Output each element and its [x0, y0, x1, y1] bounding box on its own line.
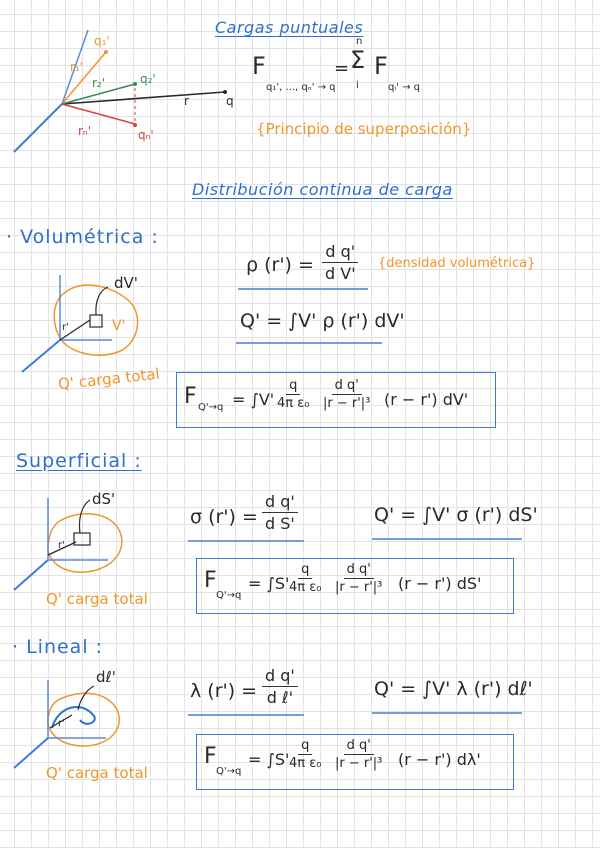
force-frac2-lin — [332, 738, 385, 771]
force-frac1-lin — [286, 738, 324, 771]
force-frac2-sup — [332, 562, 385, 595]
point-charges-diagram — [14, 30, 227, 152]
force-frac2-den-sup: |r − r'|³ — [335, 580, 383, 595]
force-frac1-vol — [274, 378, 312, 411]
force-frac2-num-vol: d q' — [332, 378, 362, 395]
charge-eq-vol: Q' = ∫V' ρ (r') dV' — [240, 310, 405, 332]
principle-note: {Principio de superposición} — [256, 120, 472, 138]
total-label-vol: Q' carga total — [57, 364, 161, 394]
underline-density-sup — [188, 540, 304, 542]
charge-eq-sup: Q' = ∫V' σ (r') dS' — [374, 504, 538, 526]
force-frac2-vol — [320, 378, 373, 411]
force-frac2-den-vol: |r − r'|³ — [323, 396, 371, 411]
density-lhs-vol: ρ (r') = — [246, 254, 314, 276]
density-frac-lin — [262, 666, 298, 707]
heading-superficial: Superficial : — [16, 450, 142, 472]
label-q1: q₁' — [94, 34, 110, 48]
underline-density-vol — [238, 288, 368, 290]
force-tail-sup: (r − r') dS' — [398, 574, 482, 593]
sum-symbol: Σ — [350, 46, 366, 74]
sum-top: n — [356, 36, 363, 47]
force-frac1-num-vol: q — [286, 378, 300, 395]
force-lhs-sup: F — [204, 568, 217, 593]
density-note-vol: {densidad volumétrica} — [378, 256, 536, 271]
force-frac1-sup — [286, 562, 324, 595]
label-dV: dV' — [114, 274, 138, 292]
force-frac1-num-lin: q — [298, 738, 312, 755]
density-den-lin: d ℓ' — [266, 688, 294, 707]
force-frac1-den-vol: 4π ε₀ — [277, 396, 310, 411]
force-lhs-sub-lin: Q'→q — [216, 766, 242, 777]
label-r2: r₂' — [92, 76, 106, 90]
force-frac2-num-lin: d q' — [344, 738, 374, 755]
label-dl: dℓ' — [96, 668, 116, 686]
formula-rhs-F: F — [374, 52, 388, 80]
force-frac1-num-sup: q — [298, 562, 312, 579]
force-tail-vol: (r − r') dV' — [384, 390, 469, 409]
underline-charge-vol — [236, 342, 382, 344]
label-dS: dS' — [92, 490, 116, 508]
charge-eq-lin: Q' = ∫V' λ (r') dℓ' — [374, 678, 533, 700]
total-label-lin: Q' carga total — [46, 764, 148, 782]
label-q2: q₂' — [140, 72, 156, 86]
superficial-diagram — [14, 498, 122, 590]
force-lhs-lin: F — [204, 744, 217, 769]
force-lhs-sub-vol: Q'→q — [198, 402, 224, 413]
force-eq-sup: = ∫S' — [248, 574, 290, 593]
label-rn: rₙ' — [78, 124, 92, 138]
force-tail-lin: (r − r') dλ' — [398, 750, 481, 769]
title-cargas-puntuales: Cargas puntuales — [215, 18, 364, 37]
force-frac1-den-lin: 4π ε₀ — [289, 756, 322, 771]
formula-rhs-sub: qᵢ' → q — [388, 82, 420, 93]
density-den-sup: d S' — [265, 514, 295, 533]
formula-eq: = — [334, 58, 350, 79]
title-distribucion-continua: Distribución continua de carga — [192, 180, 453, 199]
underline-charge-sup — [372, 538, 522, 540]
force-eq-vol: = ∫V' — [232, 390, 275, 409]
label-q: q — [226, 94, 234, 108]
density-lhs-lin: λ (r') = — [190, 680, 258, 702]
force-lhs-vol: F — [184, 384, 197, 409]
formula-lhs-sub: q₁', ..., qₙ' → q — [266, 82, 336, 93]
formula-lhs-F: F — [252, 52, 266, 80]
force-frac2-den-lin: |r − r'|³ — [335, 756, 383, 771]
heading-lineal: · Lineal : — [12, 636, 104, 658]
label-r: r — [184, 94, 189, 108]
label-r1: r₁' — [70, 60, 84, 74]
density-frac-sup — [262, 492, 298, 533]
total-label-sup: Q' carga total — [46, 590, 148, 608]
density-den-vol: d V' — [325, 264, 356, 283]
label-V: V' — [112, 318, 126, 334]
force-eq-lin: = ∫S' — [248, 750, 290, 769]
density-lhs-sup: σ (r') = — [190, 506, 258, 528]
force-lhs-sub-sup: Q'→q — [216, 590, 242, 601]
label-r-sup: r' — [58, 540, 65, 551]
lineal-diagram — [14, 680, 119, 768]
label-r-lin: r' — [58, 718, 65, 729]
label-qn: qₙ' — [138, 128, 154, 142]
sum-bottom: i — [356, 80, 359, 91]
density-frac-vol — [322, 242, 359, 283]
density-num-vol: d q' — [322, 242, 358, 263]
force-frac1-den-sup: 4π ε₀ — [289, 580, 322, 595]
underline-charge-lin — [372, 712, 522, 714]
density-num-sup: d q' — [262, 492, 298, 513]
label-r-vol: r' — [62, 322, 69, 333]
underline-density-lin — [188, 714, 304, 716]
force-frac2-num-sup: d q' — [344, 562, 374, 579]
density-num-lin: d q' — [262, 666, 298, 687]
heading-volumetrica: · Volumétrica : — [6, 226, 159, 248]
